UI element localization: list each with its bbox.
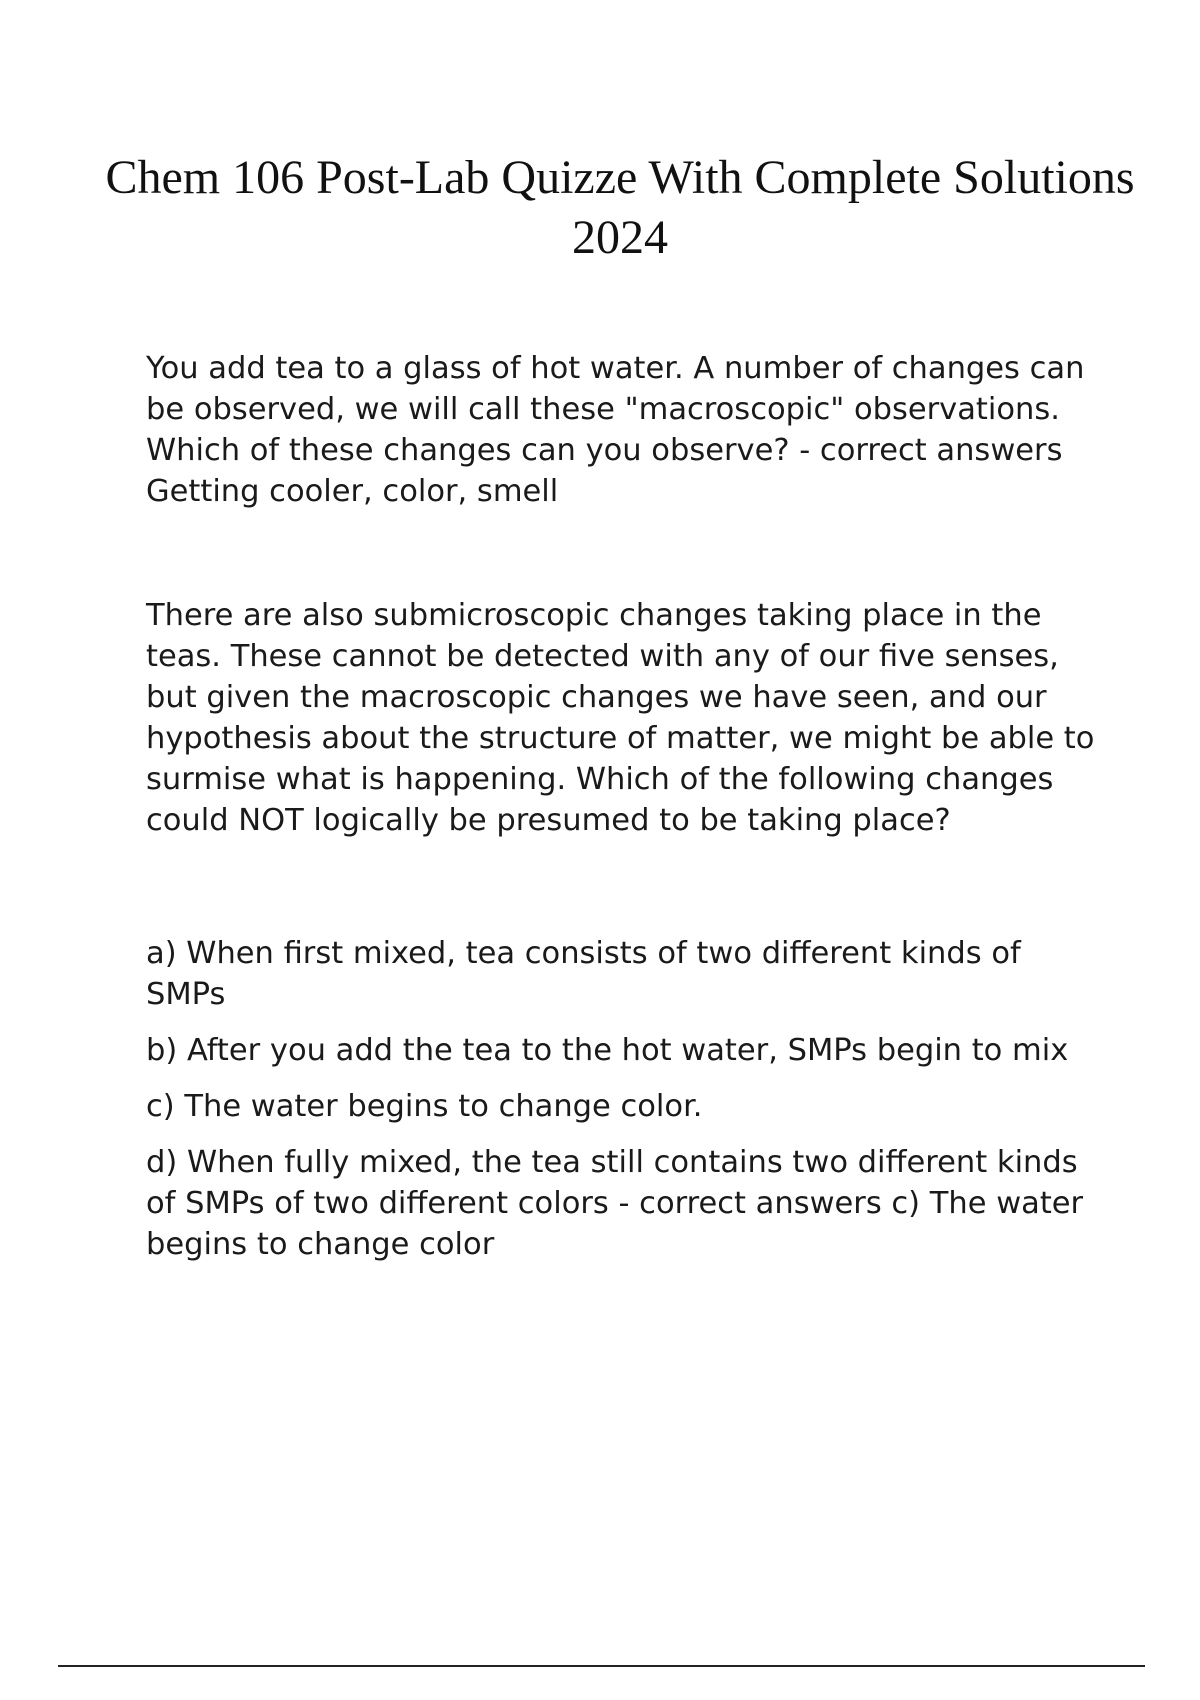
document-title: Chem 106 Post-Lab Quizze With Complete Solutions 2024	[105, 151, 1135, 264]
option-c: c) The water begins to change color.	[146, 1089, 703, 1124]
option-d: d) When fully mixed, the tea still contains two different kinds of SMPs of two different colors - correct answers c) The water begins to change color	[146, 1145, 1084, 1262]
option-b: b) After you add the tea to the hot water, SMPs begin to mix	[146, 1033, 1069, 1068]
footer-divider	[58, 1665, 1145, 1667]
document-body	[146, 348, 1096, 1280]
question-1: You add tea to a glass of hot water. A number of changes can be observed, we will call these "macroscopic" observations. Which of these changes can you observe? - correct answers Getting cooler, color, smell	[146, 351, 1085, 509]
question-2: There are also submicroscopic changes taking place in the teas. These cannot be detected with any of our five senses, but given the macroscopic changes we have seen, and our hypothesis about the structure of matter, we might be able to surmise what is happening. Which of the following changes could NOT logically be presumed to be taking place?	[146, 598, 1095, 838]
option-a: a) When first mixed, tea consists of two different kinds of SMPs	[146, 936, 1021, 1012]
answer-options	[146, 933, 1096, 1265]
